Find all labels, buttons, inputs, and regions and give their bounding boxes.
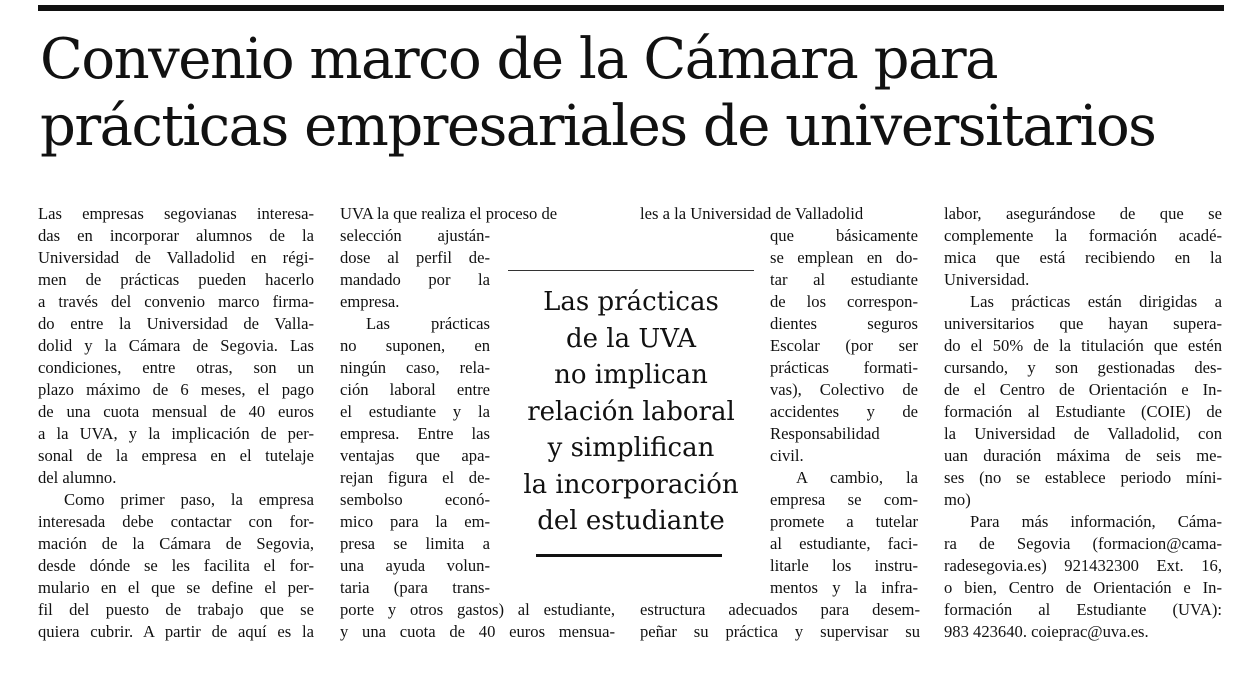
text-line: taria (para trans- [340,578,490,597]
pullquote-line: de la UVA [565,323,697,354]
text-line: das en incorporar alumnos de la [38,226,314,245]
text-line: vas), Colectivo de [770,380,918,399]
column-2 [340,203,558,599]
text-line: cursando, y son gestionadas des- [944,358,1222,377]
text-line: mulario en el que se define el per- [38,578,314,597]
text-line: Responsabilidad [770,424,880,443]
text-line: a través del convenio marco firma- [38,292,314,311]
text-line: Como primer paso, la empresa [64,490,314,509]
text-line: quiera cubrir. A partir de aquí es la [38,622,314,641]
text-line: porte y otros gastos) al estudiante, [340,600,615,619]
text-line: Escolar (por ser [770,336,918,355]
text-line: condiciones, entre otras, son un [38,358,314,377]
column-3-top [640,203,920,225]
column-1 [38,203,314,643]
text-line: 983 423640. coieprac@uva.es. [944,622,1149,641]
text-line: uan duración máxima de seis me- [944,446,1222,465]
text-line: ses (no se establece periodo míni- [944,468,1222,487]
pullquote [500,284,762,540]
text-line: fil del puesto de trabajo que se [38,600,314,619]
headline [40,26,1155,160]
text-line: formación al Estudiante (UVA): [944,600,1222,619]
text-line: de los correspon- [770,292,918,311]
text-line: empresa. [340,292,400,311]
column-2-bottom [340,599,615,643]
text-line: o bien, Centro de Orientación e In- [944,578,1222,597]
text-line: mentos y la infra- [770,578,918,597]
text-line: del alumno. [38,468,117,487]
text-line: Las empresas segovianas interesa- [38,204,314,223]
text-line: prácticas formati- [770,358,918,377]
pullquote-line: no implican [554,360,708,390]
text-line: Las prácticas están dirigidas a [970,292,1222,311]
text-line: de una cuota mensual de 40 euros [38,402,314,421]
text-line: labor, asegurándose de que se [944,204,1222,223]
text-line: interesada debe contactar con for- [38,512,314,531]
text-line: radesegovia.es) 921432300 Ext. 16, [944,556,1222,575]
text-line: mo) [944,490,971,509]
text-line: sembolso econó- [340,490,490,509]
text-line: mico para la em- [340,512,490,531]
text-line: al estudiante, faci- [770,534,918,553]
text-line: do entre la Universidad de Valla- [38,314,314,333]
text-line: A cambio, la [796,468,918,487]
pullquote-line: y simplifican [547,433,715,463]
text-line: presa se limita a [340,534,490,553]
text-line: la Universidad de Valladolid, con [944,424,1222,443]
text-line: no suponen, en [340,336,490,355]
text-line: empresa se com- [770,490,918,509]
text-line: se emplean en do- [770,248,918,267]
pullquote-line: la incorporación [523,469,739,500]
text-line: de el Centro de Orientación e In- [944,380,1222,399]
text-line: universitarios que hayan supera- [944,314,1222,333]
text-line: men de prácticas pueden hacerlo [38,270,314,289]
text-line: accidentes y de [770,402,918,421]
text-line: do el 50% de la titulación que estén [944,336,1222,355]
text-line: formación al Estudiante (COIE) de [944,402,1222,421]
pullquote-line: relación laboral [527,396,735,427]
text-line: dientes seguros [770,314,918,333]
text-line: mica que está recibiendo en la [944,248,1222,267]
text-line: Para más información, Cáma- [970,512,1222,531]
text-line: dolid y la Cámara de Segovia. Las [38,336,314,355]
headline-line-2: prácticas empresariales de universitarios [40,94,1156,159]
text-line: litarle los instru- [770,556,918,575]
text-line: civil. [770,446,804,465]
headline-line-1: Convenio marco de la Cámara para [40,27,997,92]
top-rule [38,5,1224,11]
text-line: peñar su práctica y supervisar su [640,622,920,641]
pullquote-bottom-rule [536,554,722,557]
pullquote-line: del estudiante [537,506,725,536]
text-line: tar al estudiante [770,270,918,289]
text-line: plazo máximo de 6 meses, el pago [38,380,314,399]
pullquote-line: Las prácticas [543,287,719,317]
text-line: una ayuda volun- [340,556,490,575]
text-line: sonal de la empresa en el tutelaje [38,446,314,465]
text-line: promete a tutelar [770,512,918,531]
text-line: Universidad. [944,270,1030,289]
text-line: ningún caso, rela- [340,358,490,377]
text-line: y una cuota de 40 euros mensua- [340,622,615,641]
text-line: Las prácticas [366,314,490,333]
text-line: a la UVA, y la implicación de per- [38,424,314,443]
text-line: desde dónde se les facilita el for- [38,556,314,575]
text-line: estructura adecuados para desem- [640,600,920,619]
text-line: complemente la formación acadé- [944,226,1222,245]
text-line: ventajas que apa- [340,446,490,465]
text-line: que básicamente [770,226,918,245]
text-line: Universidad de Valladolid en régi- [38,248,314,267]
pullquote-top-rule [508,270,754,271]
text-line: empresa. Entre las [340,424,490,443]
text-line: el estudiante y la [340,402,490,421]
text-line: mandado por la [340,270,490,289]
column-4 [944,203,1222,643]
text-line: selección ajustán- [340,226,490,245]
text-line: mación de la Cámara de Segovia, [38,534,314,553]
column-3 [770,225,918,599]
text-line: dose al perfil de- [340,248,490,267]
text-line: rejan figura el de- [340,468,490,487]
column-3-bottom [640,599,920,643]
text-line: les a la Universidad de Valladolid [640,204,864,223]
text-line: ra de Segovia (formacion@cama- [944,534,1222,553]
text-line: ción laboral entre [340,380,490,399]
text-line: UVA la que realiza el proceso de [340,204,558,223]
